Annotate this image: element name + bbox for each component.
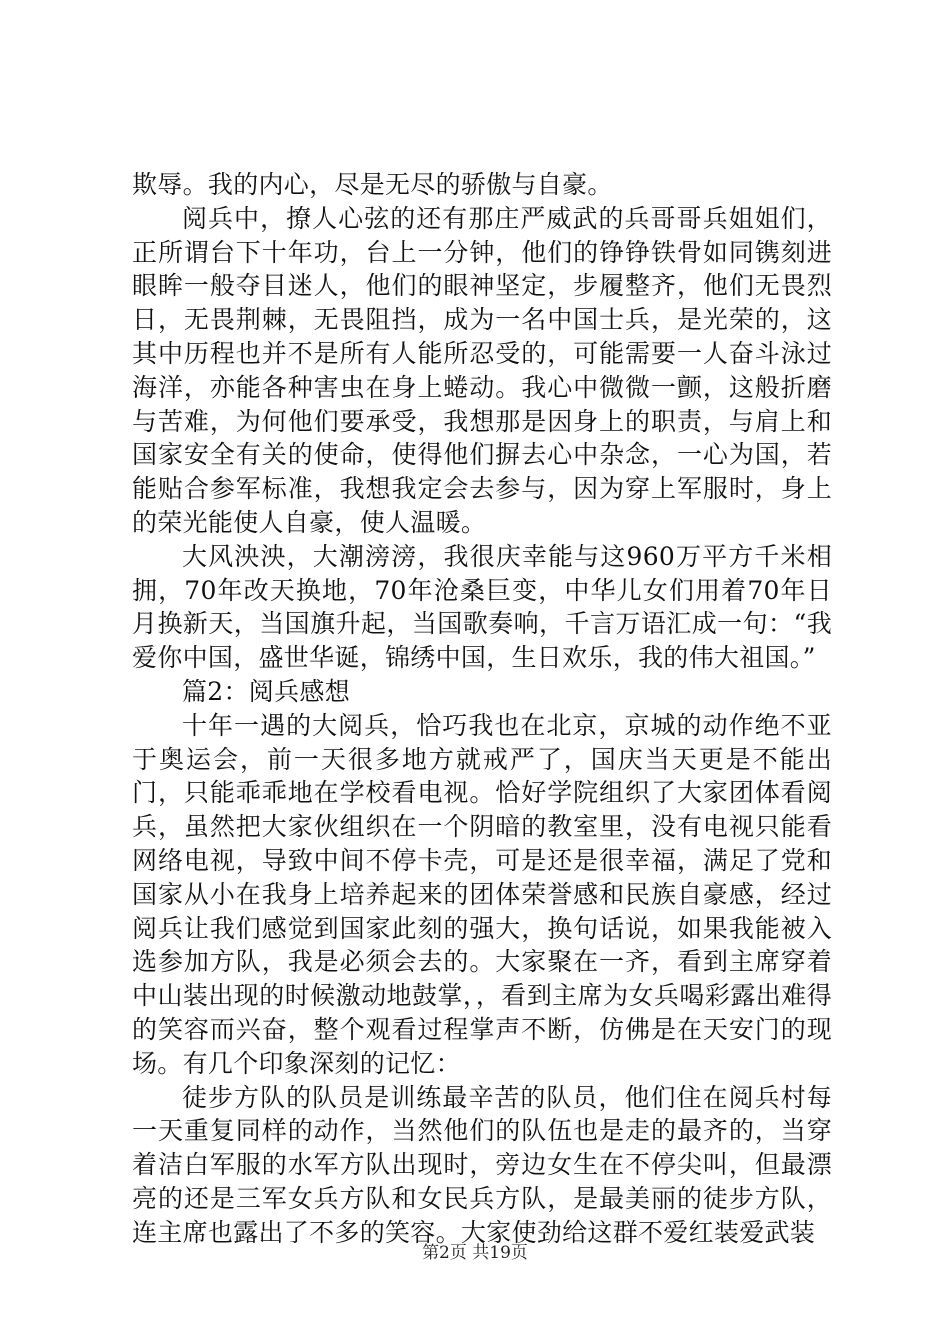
paragraph-soldiers: 阅兵中，撩人心弦的还有那庄严威武的兵哥哥兵姐姐们，正所谓台下十年功，台上一分钟，他们的铮铮铁骨如同镌刻进眼眸一般夺目迷人，他们的眼神坚定，步履整齐，他们无畏烈日，无畏荆棘，无畏阻挡，成为一名中国士兵，是光荣的，这其中历程也并不是所有人能所忍受的，可能需要一人奋斗泳过海洋，亦能各种害虫在身上蜷动。我心中微微一颤，这般折磨与苦难，为何他们要承受，我想那是因身上的职责，与肩上和国家安全有关的使命，使得他们摒去心中杂念，一心为国，若能贴合参军标准，我想我定会去参与，因为穿上军服时，身上的荣光能使人自豪，使人温暖。 [132,203,832,537]
section-heading: 篇2：阅兵感想 [182,676,351,706]
paragraph-motherland: 大风泱泱，大潮滂滂，我很庆幸能与这960万平方千米相拥，70年改天换地，70年沧桑巨变，中华儿女们用着70年日月换新天，当国旗升起，当国歌奏响，千言万语汇成一句：“我爱你中国，盛世华诞，锦绣中国，生日欢乐，我的伟大祖国。” [132,541,832,673]
paragraph-foot-phalanx: 徒步方队的队员是训练最辛苦的队员，他们住在阅兵村每一天重复同样的动作，当然他们的队伍也是走的最齐的，当穿着洁白军服的水军方队出现时，旁边女生在不停尖叫，但最漂亮的还是三军女兵方队和女民兵方队，是最美丽的徒步方队，连主席也露出了不多的笑容。大家使劲给这群不爱红装爱武装 [132,1082,832,1247]
paragraph-parade-viewing: 十年一遇的大阅兵，恰巧我也在北京，京城的动作绝不亚于奥运会，前一天很多地方就戒严了，国庆当天更是不能出门，只能乖乖地在学校看电视。恰好学院组织了大家团体看阅兵，虽然把大家伙组织在一个阴暗的教室里，没有电视只能看网络电视，导致中间不停卡壳，可是还是很幸福，满足了党和国家从小在我身上培养起来的团体荣誉感和民族自豪感，经过阅兵让我们感觉到国家此刻的强大，换句话说，如果我能被入选参加方队，我是必须会去的。大家聚在一齐，看到主席穿着中山装出现的时候激动地鼓掌，，看到主席为女兵喝彩露出难得的笑容而兴奋，整个观看过程掌声不断，仿佛是在天安门的现场。有几个印象深刻的记忆： [132,710,832,1078]
page-footer: 第2页 共19页 [422,1243,528,1263]
document-body [132,168,832,1250]
paragraph-continuation: 欺辱。我的内心，尽是无尽的骄傲与自豪。 [132,170,613,199]
